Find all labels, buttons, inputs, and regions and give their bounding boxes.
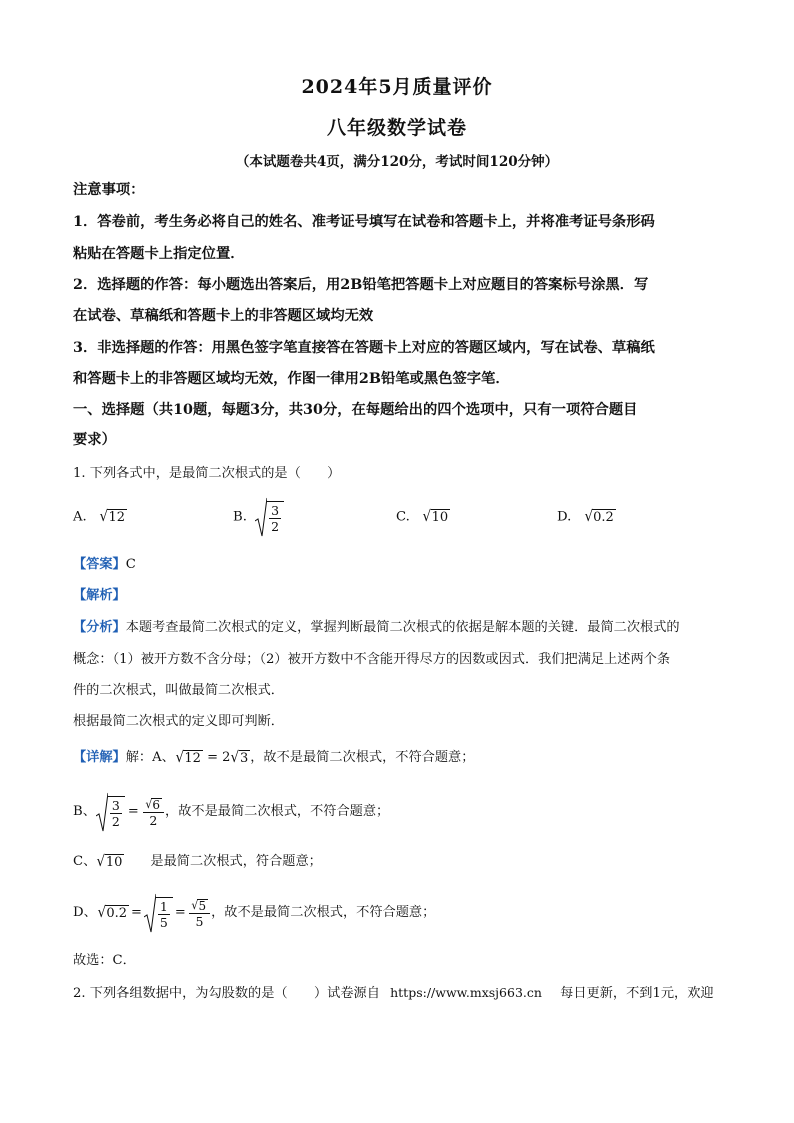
option-c-label: C. bbox=[396, 509, 410, 525]
fenxi-line-3: 件的二次根式，叫做最简二次根式． bbox=[73, 683, 284, 698]
sqrt-symbol: √ 10 bbox=[422, 507, 449, 525]
section-1-line-2: 要求） bbox=[73, 432, 116, 448]
choose-line: 故选：C． bbox=[73, 953, 136, 968]
detail-d-denominator: 5 bbox=[159, 914, 168, 930]
answer-value: C bbox=[125, 557, 136, 572]
detail-b-denominator: 2 bbox=[111, 813, 120, 829]
detail-d-equals-1: = bbox=[131, 905, 142, 920]
option-d bbox=[557, 509, 616, 525]
fenxi-line-1 bbox=[73, 618, 733, 638]
option-b-denominator: 2 bbox=[271, 518, 280, 534]
detail-d-prefix: D、 bbox=[73, 905, 97, 920]
detail-a-line bbox=[73, 748, 733, 768]
source-link[interactable]: https://www.mxsj663.cn bbox=[390, 985, 542, 1000]
notice-item-2-line-2: 在试卷、草稿纸和答题卡上的非答题区域均无效 bbox=[73, 308, 374, 324]
detail-b-line bbox=[73, 792, 733, 832]
notice-item-1-line-1: 1．答卷前，考生务必将自己的姓名、准考证号填写在试卷和答题卡上，并将准考证号条形码 bbox=[73, 214, 655, 230]
detail-d-text: ，故不是最简二次根式，不符合题意； bbox=[211, 905, 436, 920]
sqrt-symbol: √ 0.2 bbox=[583, 507, 614, 525]
option-d-label: D. bbox=[557, 509, 572, 525]
sqrt-symbol: √ 3 bbox=[230, 748, 249, 766]
sqrt-symbol: √ 6 bbox=[145, 796, 161, 812]
option-c-radicand: 10 bbox=[431, 510, 449, 525]
detail-c-prefix: C、 bbox=[73, 854, 97, 869]
sqrt-symbol: √ 5 bbox=[191, 897, 207, 913]
detail-b-text: ，故不是最简二次根式，不符合题意； bbox=[165, 804, 390, 819]
detail-b-result-denominator: 2 bbox=[149, 812, 158, 828]
sqrt-symbol: √ 12 bbox=[99, 507, 126, 525]
option-d-radicand: 0.2 bbox=[593, 510, 614, 525]
sqrt-symbol bbox=[144, 893, 173, 933]
detail-b-numerator: 3 bbox=[111, 797, 120, 813]
section-1-line-1: 一、选择题（共10题，每题3分，共30分，在每题给出的四个选项中，只有一项符合题目 bbox=[73, 402, 638, 418]
detail-d-line bbox=[73, 893, 733, 933]
answer-line bbox=[73, 555, 733, 575]
option-b-numerator: 3 bbox=[271, 502, 280, 518]
option-a bbox=[73, 509, 127, 525]
detail-tag: 【详解】 bbox=[73, 750, 126, 765]
detail-b-result-fraction bbox=[143, 796, 164, 828]
sqrt-symbol: √ 10 bbox=[96, 852, 123, 870]
fenxi-tag: 【分析】 bbox=[73, 620, 126, 635]
answer-tag: 【答案】 bbox=[73, 557, 126, 572]
detail-c-line bbox=[73, 852, 733, 872]
detail-a-text: ，故不是最简二次根式，不符合题意； bbox=[250, 750, 475, 765]
sqrt-symbol: √ 12 bbox=[175, 748, 201, 766]
option-b-label: B. bbox=[233, 509, 247, 525]
sqrt-symbol bbox=[255, 497, 284, 537]
option-a-radicand: 12 bbox=[108, 510, 126, 525]
analysis-line bbox=[73, 586, 733, 606]
detail-d-result-fraction bbox=[189, 897, 210, 929]
detail-c-radicand: 10 bbox=[105, 855, 123, 870]
question-2-tail: 每日更新，不到1元，欢迎 bbox=[560, 986, 714, 1001]
detail-d-result-denominator: 5 bbox=[195, 913, 204, 929]
option-c bbox=[396, 509, 450, 525]
exam-title: 2024年5月质量评价 bbox=[301, 76, 493, 98]
exam-subject: 八年级数学试卷 bbox=[326, 117, 467, 139]
analysis-tag: 【解析】 bbox=[73, 588, 126, 603]
fenxi-line-4: 根据最简二次根式的定义即可判断． bbox=[73, 714, 284, 729]
fenxi-text-1: 本题考查最简二次根式的定义，掌握判断最简二次根式的依据是解本题的关键．最简二次根式的 bbox=[125, 620, 680, 635]
question-2-stem: 2. 下列各组数据中，为勾股数的是（ ）试卷源自 bbox=[73, 986, 380, 1001]
option-b bbox=[233, 497, 284, 537]
detail-d-equals-2: = bbox=[174, 905, 186, 920]
detail-b-equals: = bbox=[127, 804, 139, 819]
detail-a-prefix: 解：A、 bbox=[125, 750, 175, 765]
notice-item-3-line-1: 3．非选择题的作答：用黑色签字笔直接答在答题卡上对应的答题区域内，写在试卷、草稿纸 bbox=[73, 340, 655, 356]
detail-b-prefix: B、 bbox=[73, 804, 96, 819]
sqrt-symbol bbox=[96, 792, 125, 832]
notice-item-1-line-2: 粘贴在答题卡上指定位置． bbox=[73, 246, 245, 262]
detail-a-equals: = 2 bbox=[202, 750, 231, 765]
detail-c-text: 是最简二次根式，符合题意； bbox=[150, 854, 322, 869]
question-1-stem: 1. 下列各式中，是最简二次根式的是（ ） bbox=[73, 466, 341, 481]
notice-heading: 注意事项： bbox=[73, 182, 145, 198]
detail-d-numerator: 1 bbox=[159, 898, 168, 914]
detail-b-result-numerator: 6 bbox=[152, 797, 161, 812]
question-2-stem-line bbox=[73, 983, 733, 1004]
exam-info: （本试题卷共4页，满分120分，考试时间120分钟） bbox=[235, 154, 559, 170]
detail-d-radicand: 0.2 bbox=[106, 906, 128, 921]
sqrt-symbol: √ 0.2 bbox=[97, 903, 128, 921]
fenxi-line-2: 概念：（1）被开方数不含分母；（2）被开方数中不含能开得尽方的因数或因式．我们把满足上述两个条 bbox=[73, 652, 671, 667]
detail-a-radicand: 12 bbox=[184, 751, 201, 766]
notice-item-3-line-2: 和答题卡上的非答题区域均无效，作图一律用2B铅笔或黑色签字笔． bbox=[73, 371, 510, 387]
option-a-label: A. bbox=[73, 509, 87, 525]
detail-a-radicand-2: 3 bbox=[239, 751, 249, 766]
notice-item-2-line-1: 2．选择题的作答：每小题选出答案后，用2B铅笔把答题卡上对应题目的答案标号涂黑．写 bbox=[73, 277, 649, 293]
detail-d-result-numerator: 5 bbox=[198, 898, 207, 913]
